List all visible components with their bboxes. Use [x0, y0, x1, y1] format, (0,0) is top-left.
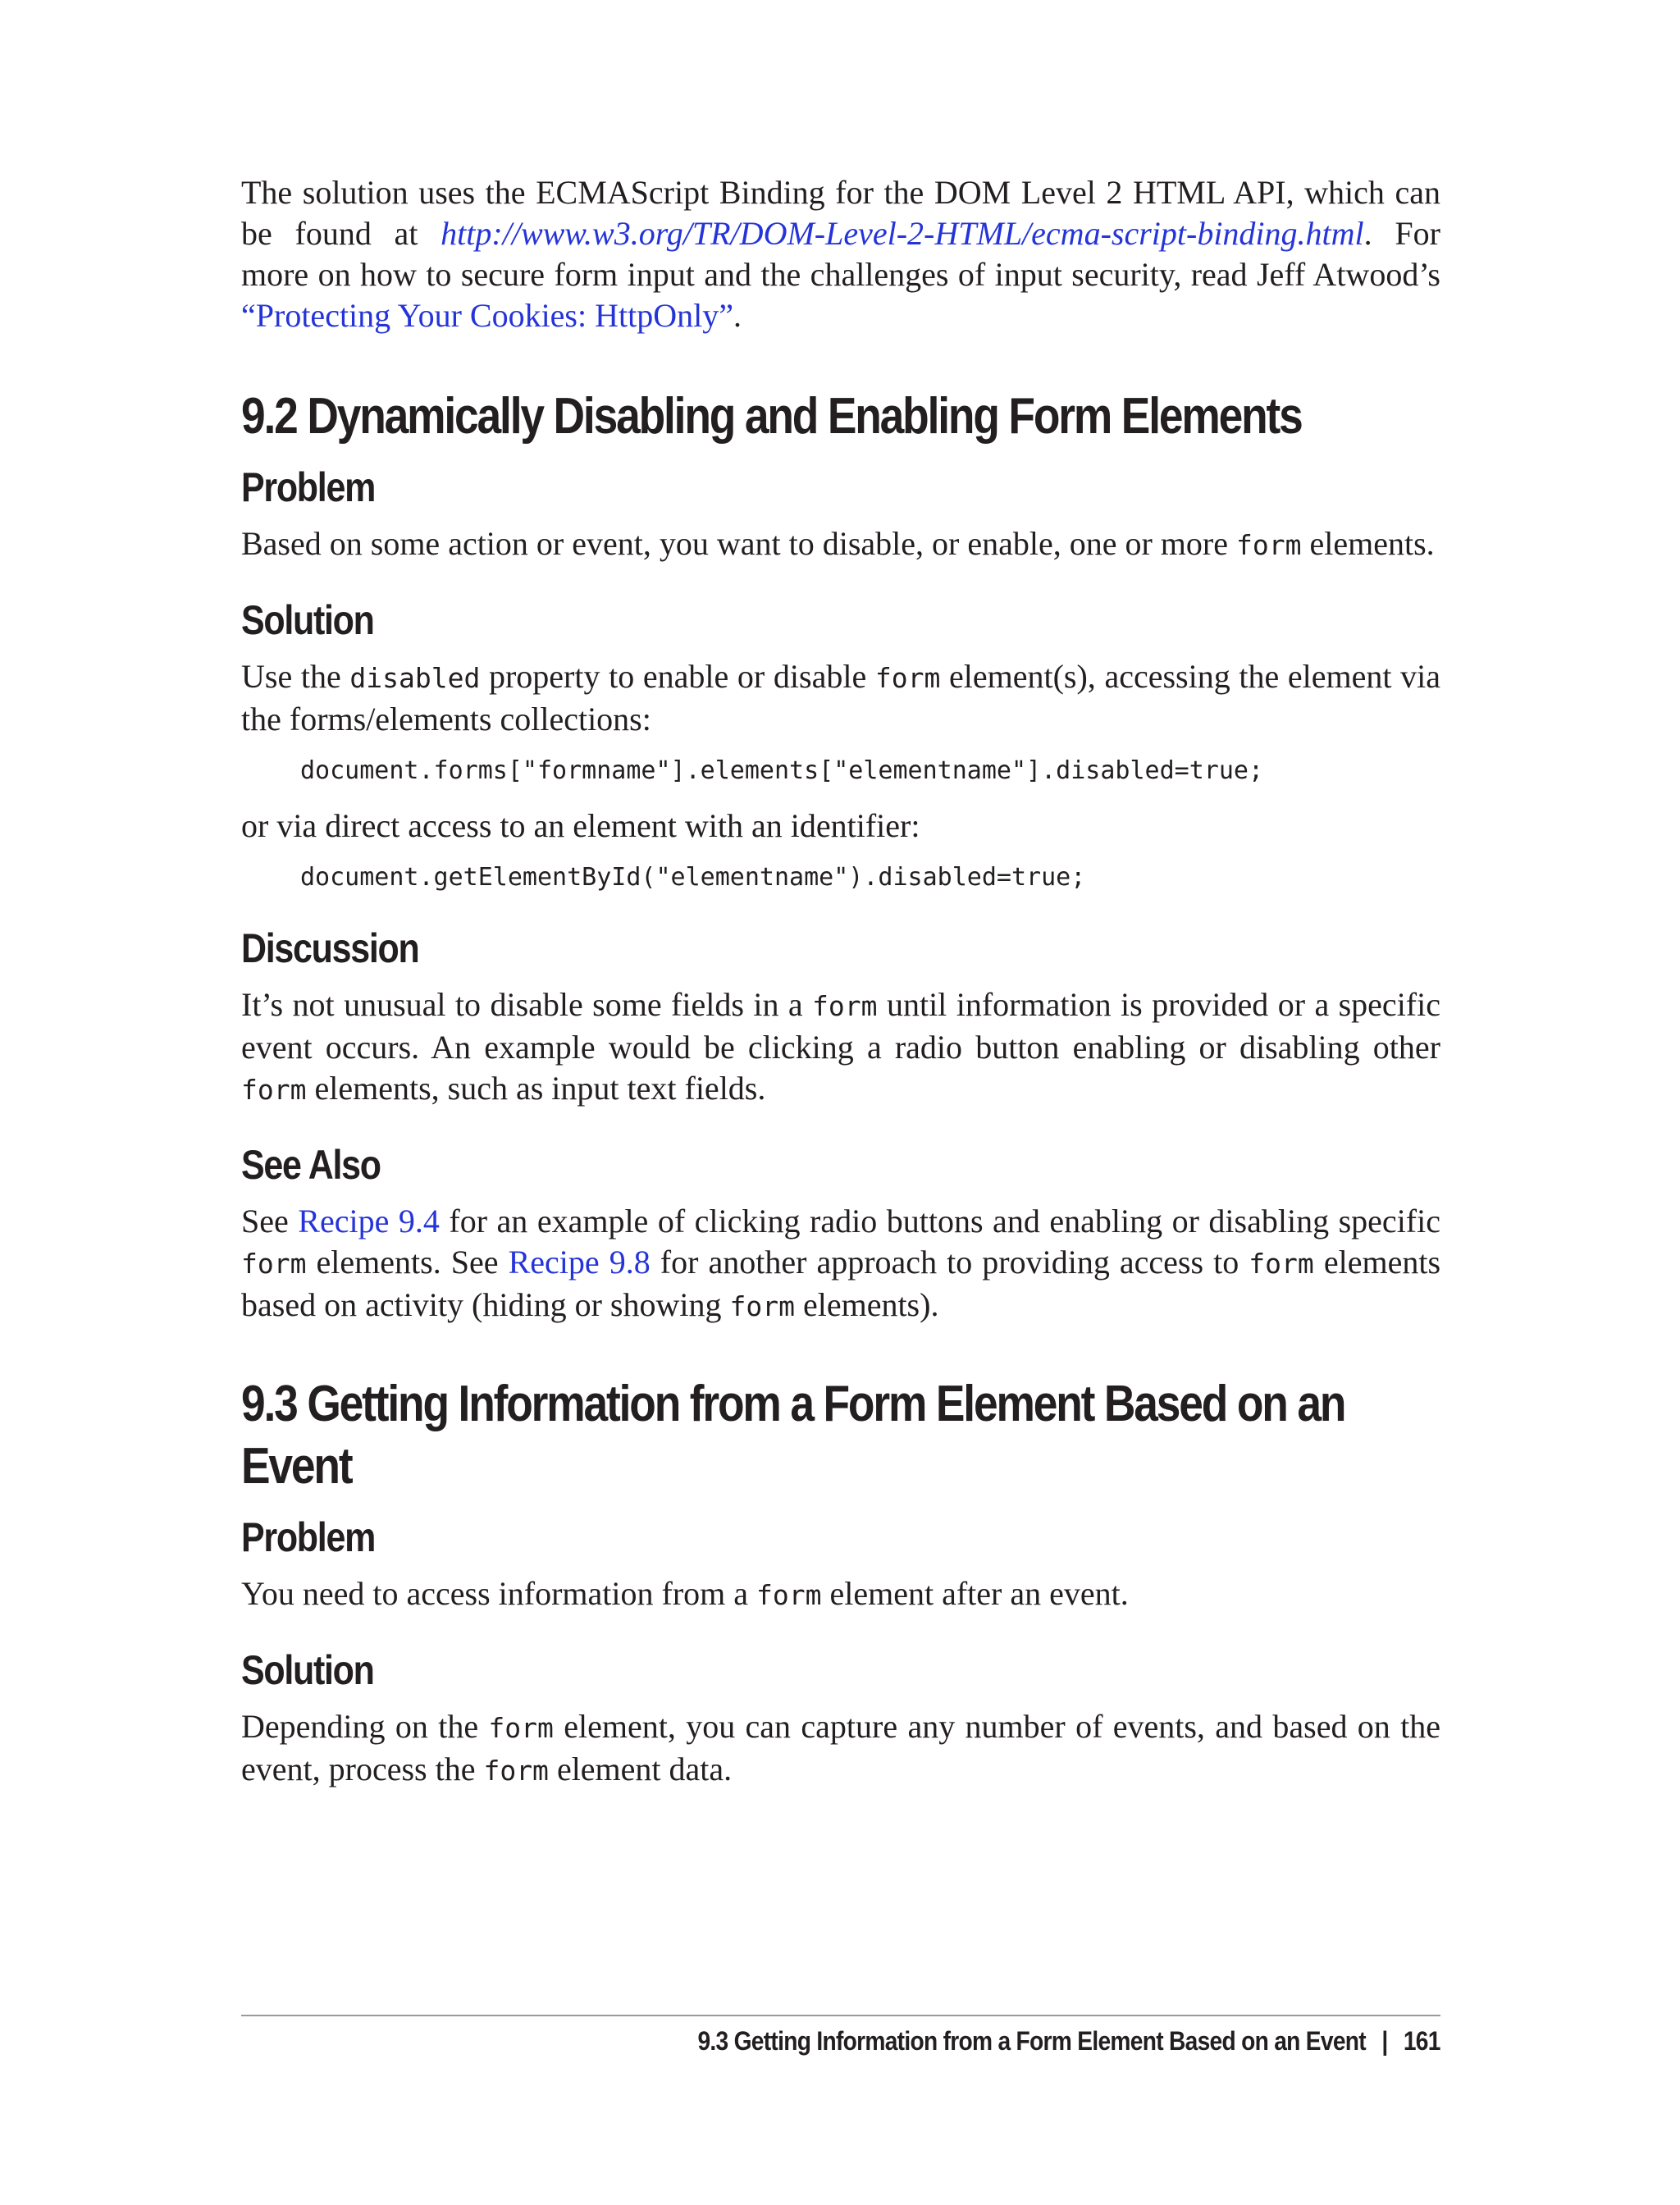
page-footer [698, 2025, 1440, 2057]
s92-see-also-text: See Recipe 9.4 for an example of clicking radio buttons and enabling or disabling specific form elements. See Recipe 9.8 for another approach to providing access to form elements based on activity (hiding or showing form elements). [241, 1203, 1441, 1323]
code-forms-collection: document.forms["formname"].elements["elementname"].disabled=true; [300, 756, 1263, 785]
s92-see-also-heading: See Also [241, 1142, 381, 1188]
recipe-9-8-link[interactable]: Recipe 9.8 [508, 1244, 651, 1281]
page-content [241, 172, 1440, 1792]
footer-separator: | [1381, 2026, 1388, 2056]
s92-problem-text: Based on some action or event, you want to disable, or enable, one or more form elements. [241, 525, 1435, 562]
code-get-element-by-id: document.getElementById("elementname").disabled=true; [300, 863, 1086, 892]
s92-solution-text: Use the disabled property to enable or disable form element(s), accessing the element via the forms/elements collections: [241, 658, 1441, 737]
s93-problem-heading: Problem [241, 1514, 376, 1560]
httponly-article-link[interactable]: “Protecting Your Cookies: HttpOnly” [241, 297, 733, 334]
s93-solution-text: Depending on the form element, you can capture any number of events, and based on the event, process the form element data. [241, 1708, 1441, 1787]
dom-binding-link[interactable]: http://www.w3.org/TR/DOM-Level-2-HTML/ecma-script-binding.html [441, 215, 1364, 252]
s92-solution-heading: Solution [241, 597, 374, 643]
intro-paragraph: The solution uses the ECMAScript Binding for the DOM Level 2 HTML API, which can be found at http://www.w3.org/TR/DOM-Level-2-HTML/ecma-script-binding.html. For more on how to secure form input and the challenges of input security, read Jeff Atwood’s “Protecting Your Cookies: HttpOnly”. [241, 174, 1440, 334]
running-head: 9.3 Getting Information from a Form Element Based on an Event [697, 2026, 1367, 2056]
recipe-9-4-link[interactable]: Recipe 9.4 [298, 1203, 440, 1239]
s93-problem-text: You need to access information from a form element after an event. [241, 1575, 1129, 1612]
s92-problem-heading: Problem [241, 464, 376, 510]
s93-solution-heading: Solution [241, 1647, 374, 1693]
s92-discussion-text: It’s not unusual to disable some fields in a form until information is provided or a specific event occurs. An example would be clicking a radio button enabling or disabling other form elements, such as input text fields. [241, 986, 1440, 1107]
page-number: 161 [1404, 2026, 1440, 2056]
section-9-2-title: 9.2 Dynamically Disabling and Enabling Form Elements [241, 388, 1302, 445]
section-9-3-title: 9.3 Getting Information from a Form Element Based on an Event [241, 1376, 1345, 1495]
s92-solution-text-2: or via direct access to an element with an identifier: [241, 807, 920, 844]
s92-discussion-heading: Discussion [241, 925, 419, 971]
footer-rule [241, 2015, 1440, 2016]
